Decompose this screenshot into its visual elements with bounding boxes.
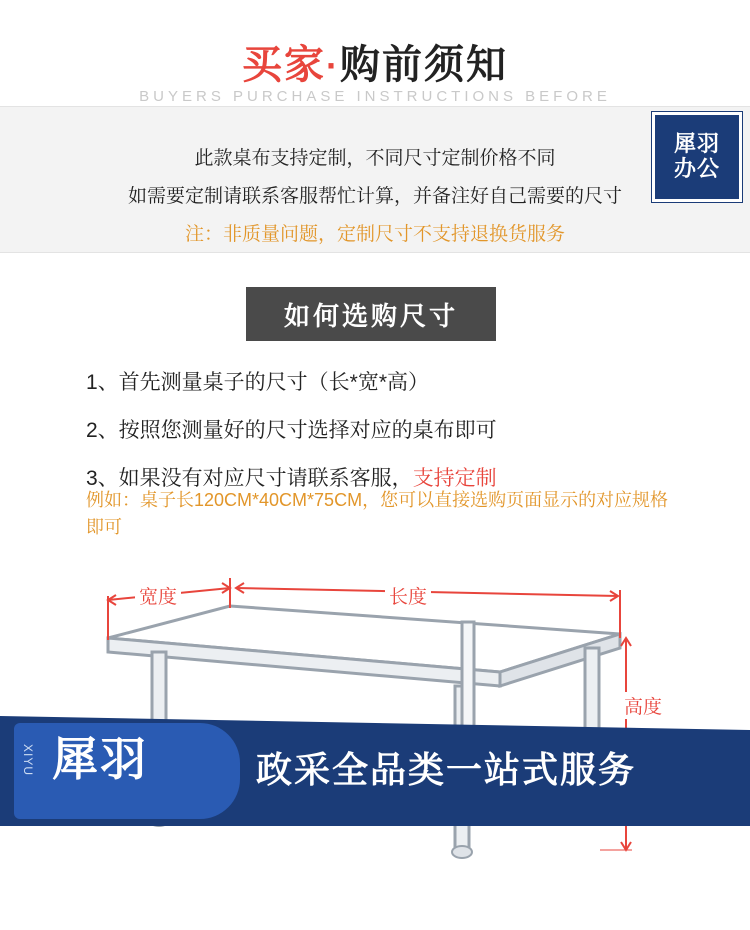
section-heading: 如何选购尺寸 — [246, 287, 496, 341]
list-item — [86, 366, 686, 396]
notice-line-1: 此款桌布支持定制，不同尺寸定制价格不同 — [194, 148, 556, 169]
notice-line-2: 如需要定制请联系客服帮忙计算，并备注好自己需要的尺寸 — [127, 186, 622, 207]
page-header — [0, 0, 750, 112]
page-subtitle: BUYERS PURCHASE INSTRUCTIONS BEFORE — [139, 88, 611, 105]
step-text: 2、按照您测量好的尺寸选择对应的桌布即可 — [86, 419, 497, 442]
notice-line-3: 注：非质量问题，定制尺寸不支持退换货服务 — [184, 224, 565, 245]
page-title-red: 买家 — [242, 43, 326, 87]
banner-logo-cn: 犀羽 — [52, 733, 148, 785]
step-highlight: 支持定制 — [412, 467, 497, 490]
page-title-dark: 购前须知 — [340, 43, 508, 87]
banner-slogan: 政采全品类一站式服务 — [256, 749, 637, 790]
brand-stamp — [652, 112, 742, 202]
brand-stamp-line-2: 办公 — [673, 156, 720, 181]
dimension-label-width: 宽度 — [135, 582, 181, 609]
bottom-banner — [0, 716, 750, 826]
dimension-label-length: 长度 — [385, 582, 431, 609]
page-title — [0, 33, 750, 90]
example-text: 例如：桌子长120CM*40CM*75CM，您可以直接选购页面显示的对应规格即可 — [86, 490, 669, 537]
dimension-label-height: 高度 — [620, 692, 666, 719]
step-text: 1、首先测量桌子的尺寸（长*宽*高） — [86, 371, 430, 394]
page-title-dot: · — [326, 45, 340, 86]
step-text: 3、如果没有对应尺寸请联系客服， — [86, 467, 413, 490]
brand-stamp-line-1: 犀羽 — [673, 131, 720, 157]
notice-band — [0, 106, 750, 253]
list-item — [86, 414, 686, 444]
banner-logo-en: XIYU — [21, 744, 35, 777]
